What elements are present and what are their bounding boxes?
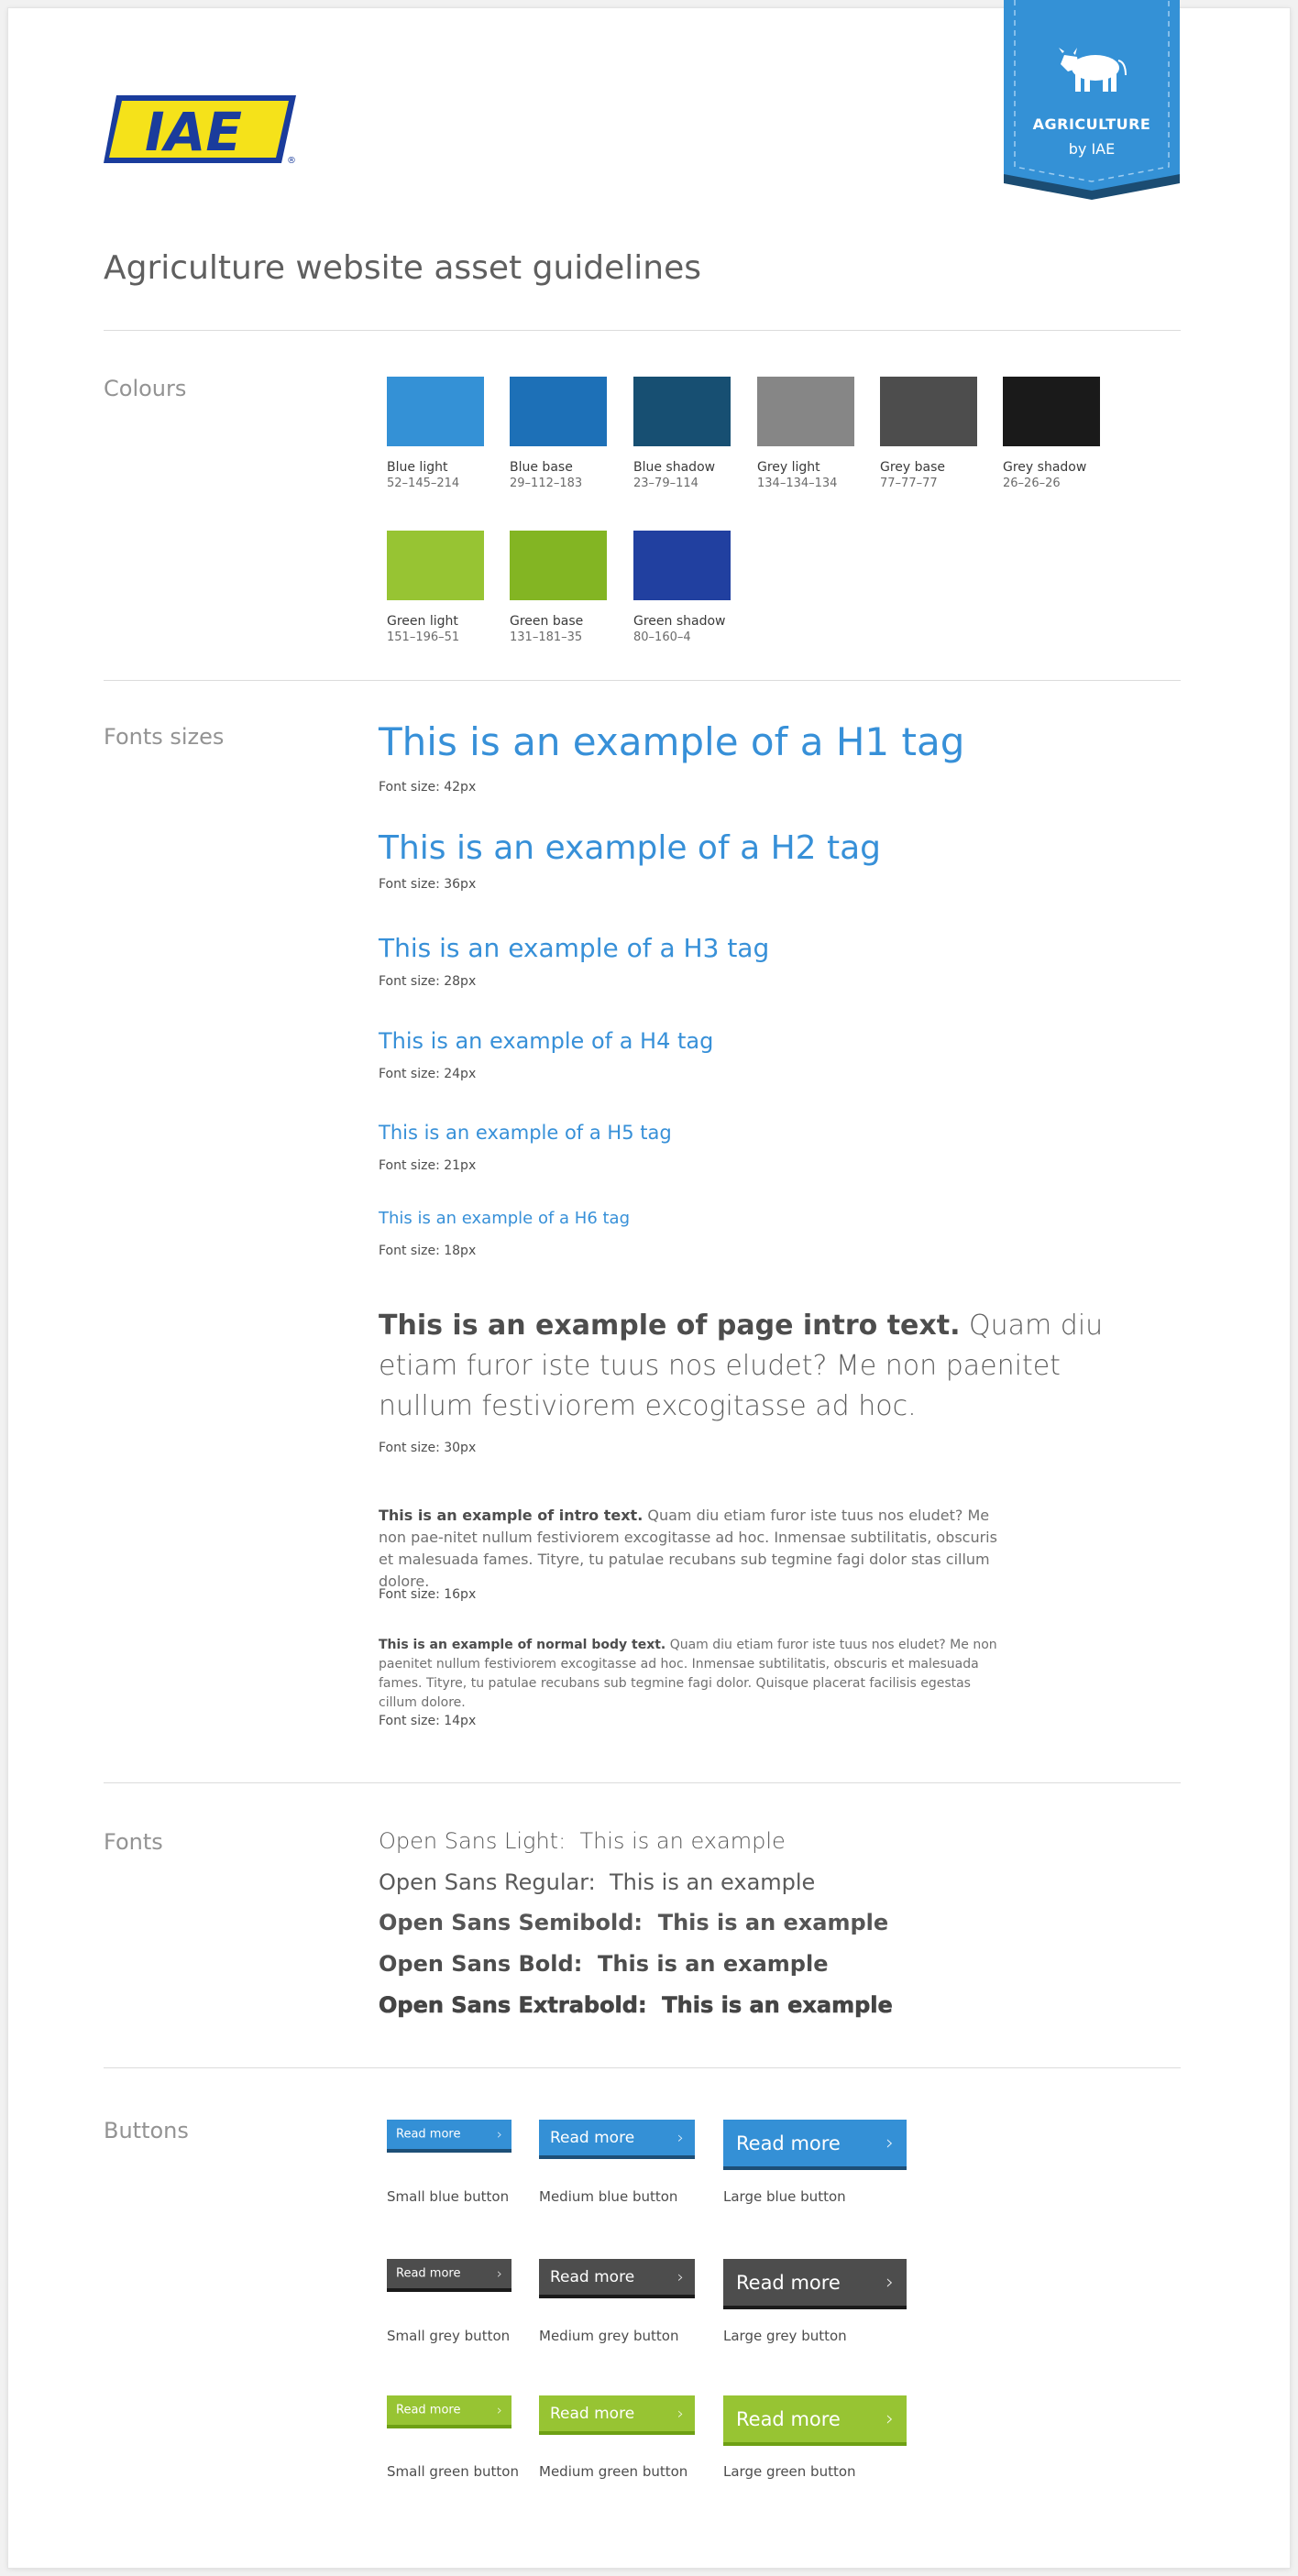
button-label: Read more [736, 2132, 841, 2154]
button-caption: Small blue button [387, 2188, 510, 2205]
medium-grey-button[interactable] [539, 2259, 695, 2298]
font-sample: This is an example [610, 1869, 816, 1895]
h6-example: This is an example of a H6 tag [379, 1209, 631, 1228]
chevron-right-icon: › [497, 2402, 502, 2418]
button-caption: Medium green button [539, 2463, 688, 2480]
swatch-green-base [510, 531, 607, 600]
divider [104, 680, 1181, 681]
swatch-name: Blue base [510, 460, 573, 475]
divider [104, 1782, 1181, 1783]
agriculture-badge [1004, 0, 1180, 200]
font-semibold-example [379, 1910, 888, 1935]
swatch-name: Green light [387, 614, 458, 629]
divider [104, 2067, 1181, 2068]
badge-title: AGRICULTURE [1032, 115, 1151, 133]
button-label: Read more [396, 2403, 461, 2417]
font-name: Open Sans Regular: [379, 1869, 596, 1895]
chevron-right-icon: › [676, 2404, 684, 2423]
button-label: Read more [550, 2128, 635, 2147]
h1-example: This is an example of a H1 tag [379, 719, 965, 764]
chevron-right-icon: › [497, 2265, 502, 2282]
swatch-rgb: 80–160–4 [633, 630, 691, 644]
medium-blue-button[interactable] [539, 2120, 695, 2159]
font-name: Open Sans Extrabold: [379, 1992, 647, 2018]
logo-wordmark: IAE [144, 101, 243, 163]
font-extrabold-example [379, 1992, 893, 2018]
font-sizes-section-label: Fonts sizes [104, 724, 225, 750]
chevron-right-icon: › [676, 2267, 684, 2286]
swatch-blue-light [387, 377, 484, 446]
font-size-note: Font size: 24px [379, 1067, 477, 1081]
swatch-name: Green base [510, 614, 584, 629]
intro-example [379, 1505, 1011, 1593]
h5-example: This is an example of a H5 tag [379, 1122, 672, 1144]
font-size-note: Font size: 16px [379, 1587, 477, 1602]
font-size-note: Font size: 21px [379, 1158, 477, 1173]
font-size-note: Font size: 42px [379, 780, 477, 795]
swatch-rgb: 26–26–26 [1003, 477, 1061, 490]
medium-green-button[interactable] [539, 2395, 695, 2435]
font-bold-example [379, 1951, 829, 1977]
registered-mark: ® [287, 156, 296, 166]
font-name: Open Sans Light: [379, 1828, 566, 1854]
button-label: Read more [550, 2267, 635, 2286]
intro-text: Quam diu etiam furor iste tuus nos eludet? Me non pae-nitet nullum festiviorem excogitasse ad hoc. Inmensae subtilitatis, obscuris et malesuada fames. Tityre, tu patulae recubans sub tegmine fagi dolor stas cillum dolore. [379, 1507, 997, 1590]
divider [104, 330, 1181, 331]
chevron-right-icon: › [886, 2132, 894, 2154]
font-sample: This is an example [598, 1951, 829, 1977]
button-caption: Medium grey button [539, 2328, 679, 2344]
body-example [379, 1636, 1002, 1713]
font-name: Open Sans Bold: [379, 1951, 583, 1977]
swatch-blue-shadow [633, 377, 731, 446]
swatch-green-shadow [633, 531, 731, 600]
h2-example: This is an example of a H2 tag [379, 829, 882, 867]
button-label: Read more [396, 2266, 461, 2281]
small-blue-button[interactable] [387, 2120, 512, 2153]
colours-section-label: Colours [104, 376, 187, 401]
swatch-rgb: 151–196–51 [387, 630, 460, 644]
large-green-button[interactable] [723, 2395, 907, 2446]
font-size-note: Font size: 36px [379, 877, 477, 892]
button-caption: Small green button [387, 2463, 519, 2480]
font-size-note: Font size: 30px [379, 1441, 477, 1455]
swatch-green-light [387, 531, 484, 600]
button-label: Read more [550, 2404, 635, 2423]
button-caption: Medium blue button [539, 2188, 678, 2205]
h3-example: This is an example of a H3 tag [379, 933, 770, 963]
chevron-right-icon: › [886, 2407, 894, 2430]
font-light-example [379, 1828, 786, 1854]
page-intro-example [379, 1306, 1112, 1427]
font-regular-example [379, 1869, 815, 1895]
font-size-note: Font size: 28px [379, 974, 477, 989]
fonts-section-label: Fonts [104, 1829, 163, 1855]
chevron-right-icon: › [497, 2126, 502, 2143]
buttons-section-label: Buttons [104, 2118, 189, 2143]
swatch-rgb: 29–112–183 [510, 477, 583, 490]
font-size-note: Font size: 18px [379, 1244, 477, 1258]
swatch-name: Grey shadow [1003, 460, 1087, 475]
page-title: Agriculture website asset guidelines [104, 249, 702, 287]
body-bold: This is an example of normal body text. [379, 1638, 666, 1652]
swatch-name: Grey light [757, 460, 820, 475]
swatch-rgb: 134–134–134 [757, 477, 838, 490]
button-label: Read more [396, 2127, 461, 2142]
badge-subtitle: by IAE [1068, 140, 1116, 158]
button-caption: Large grey button [723, 2328, 847, 2344]
swatch-rgb: 52–145–214 [387, 477, 460, 490]
button-caption: Large blue button [723, 2188, 846, 2205]
chevron-right-icon: › [886, 2271, 894, 2294]
large-blue-button[interactable] [723, 2120, 907, 2170]
small-grey-button[interactable] [387, 2259, 512, 2292]
font-name: Open Sans Semibold: [379, 1910, 643, 1935]
swatch-rgb: 77–77–77 [880, 477, 938, 490]
swatch-name: Blue light [387, 460, 448, 475]
button-label: Read more [736, 2271, 841, 2294]
swatch-grey-light [757, 377, 854, 446]
swatch-blue-base [510, 377, 607, 446]
large-grey-button[interactable] [723, 2259, 907, 2309]
chevron-right-icon: › [676, 2128, 684, 2147]
swatch-name: Green shadow [633, 614, 726, 629]
font-sample: This is an example [662, 1992, 893, 2018]
button-label: Read more [736, 2407, 841, 2430]
swatch-grey-base [880, 377, 977, 446]
swatch-name: Grey base [880, 460, 946, 475]
page-intro-text: Quam diu etiam furor iste tuus nos eludet? Me non paenitet nullum festiviorem excogitasse ad hoc. [379, 1310, 1104, 1422]
font-sample: This is an example [657, 1910, 889, 1935]
font-sample: This is an example [579, 1828, 786, 1854]
font-size-note: Font size: 14px [379, 1714, 477, 1728]
swatch-grey-shadow [1003, 377, 1100, 446]
swatch-rgb: 131–181–35 [510, 630, 583, 644]
swatch-name: Blue shadow [633, 460, 716, 475]
h4-example: This is an example of a H4 tag [379, 1028, 714, 1054]
page-intro-bold: This is an example of page intro text. [379, 1310, 961, 1342]
button-caption: Large green button [723, 2463, 856, 2480]
small-green-button[interactable] [387, 2395, 512, 2428]
intro-bold: This is an example of intro text. [379, 1507, 644, 1524]
swatch-rgb: 23–79–114 [633, 477, 698, 490]
button-caption: Small grey button [387, 2328, 511, 2344]
body-text: Quam diu etiam furor iste tuus nos eludet? Me non paenitet nullum festiviorem excogitasse ad hoc. Inmensae subtilitatis, obscuris et malesuada fames. Tityre, tu patulae recubans sub tegmine fagi dolor. Quisque placerat facilisis egestas cillum dolore. [379, 1638, 997, 1710]
iae-logo [104, 92, 296, 167]
